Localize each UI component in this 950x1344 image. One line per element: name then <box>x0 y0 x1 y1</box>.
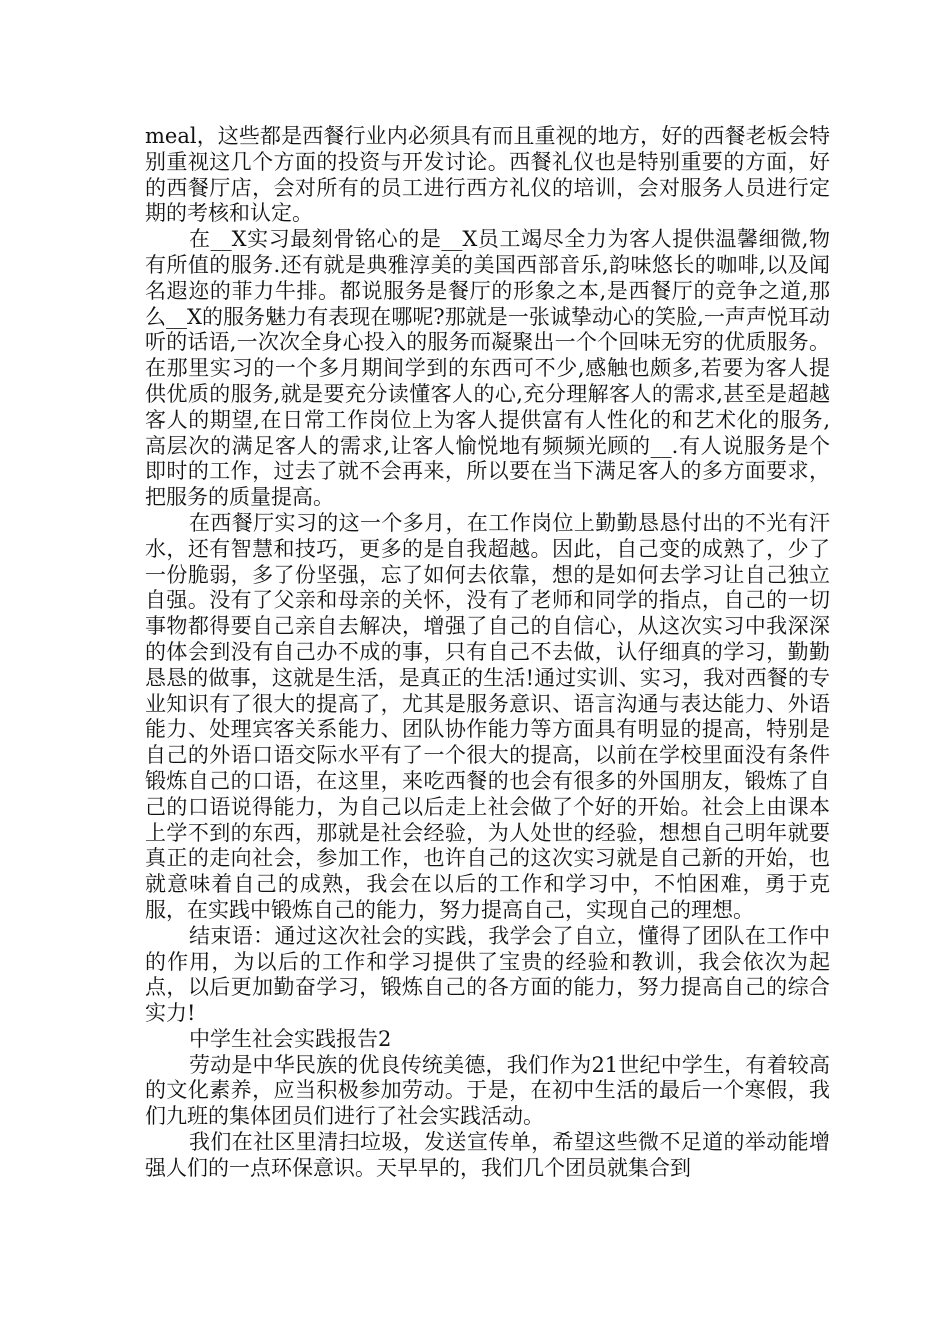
paragraph-3: 在西餐厅实习的这一个多月，在工作岗位上勤勤恳恳付出的不光有汗水，还有智慧和技巧，更多的是自我超越。因此，自己变的成熟了，少了一份脆弱，多了份坚强，忘了如何去依靠，想的是如何去学习让自己独立自强。没有了父亲和母亲的关怀，没有了老师和同学的指点，自己的一切事物都得要自己亲自去解决，增强了自己的自信心，从这次实习中我深深的体会到没有自己办不成的事，只有自己不去做，认仔细真的学习，勤勤恳恳的做事，这就是生活，是真正的生活!通过实训、实习，我对西餐的专业知识有了很大的提高了，尤其是服务意识、语言沟通与表达能力、外语能力、处理宾客关系能力、团队协作能力等方面具有明显的提高，特别是自己的外语口语交际水平有了一个很大的提高，以前在学校里面没有条件锻炼自己的口语，在这里，来吃西餐的也会有很多的外国朋友，锻炼了自己的口语说得能力，为自己以后走上社会做了个好的开始。社会上由课本上学不到的东西，那就是社会经验，为人处世的经验，想想自己明年就要真正的走向社会，参加工作，也许自己的这次实习就是自己新的开始，也就意味着自己的成熟，我会在以后的工作和学习中，不怕困难，勇于克服，在实践中锻炼自己的能力，努力提高自己，实现自己的理想。 <box>145 510 830 922</box>
conclusion-paragraph: 结束语：通过这次社会的实践，我学会了自立，懂得了团队在工作中的作用，为以后的工作和学习提供了宝贵的经验和教训，我会依次为起点，以后更加勤奋学习，锻炼自己的各方面的能力，努力提高自己的综合实力! <box>145 923 830 1026</box>
document-page <box>145 124 830 1182</box>
paragraph-1: meal，这些都是西餐行业内必须具有而且重视的地方，好的西餐老板会特别重视这几个方面的投资与开发讨论。西餐礼仪也是特别重要的方面，好的西餐厅店，会对所有的员工进行西方礼仪的培训，会对服务人员进行定期的考核和认定。 <box>145 124 830 226</box>
section-heading: 中学生社会实践报告2 <box>189 1026 392 1051</box>
paragraph-5: 劳动是中华民族的优良传统美德，我们作为21世纪中学生，有着较高的文化素养，应当积极参加劳动。于是，在初中生活的最后一个寒假，我们九班的集体团员们进行了社会实践活动。 <box>145 1052 830 1129</box>
paragraph-2: 在__X实习最刻骨铭心的是__X员工竭尽全力为客人提供温馨细微,物有所值的服务.还有就是典雅淳美的美国西部音乐,韵味悠长的咖啡,以及闻名遐迩的菲力牛排。都说服务是餐厅的形象之本,是西餐厅的竞争之道,那么__X的服务魅力有表现在哪呢?那就是一张诚挚动心的笑脸,一声声悦耳动听的话语,一次次全身心投入的服务而凝聚出一个个回味无穷的优质服务。在那里实习的一个多月期间学到的东西可不少,感触也颇多,若要为客人提供优质的服务,就是要充分读懂客人的心,充分理解客人的需求,甚至是超越客人的期望,在日常工作岗位上为客人提供富有人性化的和艺术化的服务,高层次的满足客人的需求,让客人愉悦地有频频光顾的__.有人说服务是个即时的工作，过去了就不会再来，所以要在当下满足客人的多方面要求，把服务的质量提高。 <box>145 227 830 510</box>
paragraph-6: 我们在社区里清扫垃圾，发送宣传单，希望这些微不足道的举动能增强人们的一点环保意识。天早早的，我们几个团员就集合到 <box>145 1130 830 1180</box>
